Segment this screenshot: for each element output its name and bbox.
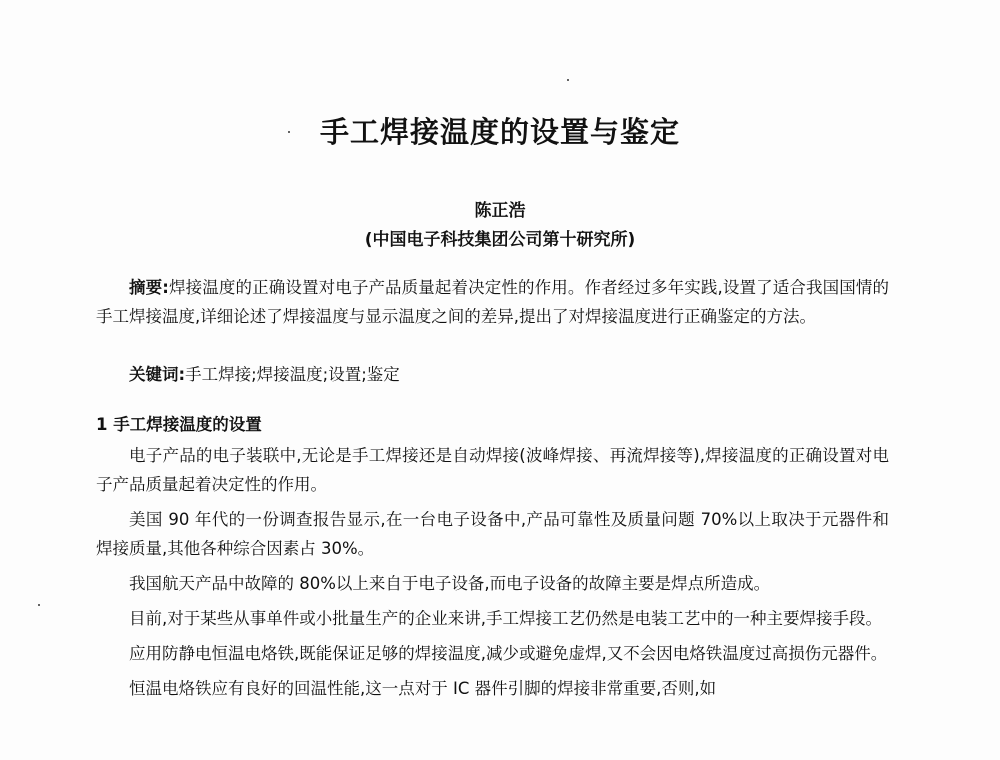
scan-speck xyxy=(38,604,40,606)
page-title: 手工焊接温度的设置与鉴定 xyxy=(319,115,680,149)
author-name: 陈正浩 xyxy=(474,201,526,221)
paragraph: 恒温电烙铁应有良好的回温性能,这一点对于 IC 器件引脚的焊接非常重要,否则,如 xyxy=(129,679,717,698)
paragraph: 目前,对于某些从事单件或小批量生产的企业来讲,手工焊接工艺仍然是电装工艺中的一种主要焊接手段。 xyxy=(129,609,882,628)
scan-speck xyxy=(567,79,569,81)
keywords-text: 手工焊接;焊接温度;设置;鉴定 xyxy=(185,365,400,384)
keywords xyxy=(96,360,889,389)
section-heading: 1 手工焊接温度的设置 xyxy=(96,415,262,434)
abstract-label: 摘要: xyxy=(129,278,169,297)
abstract xyxy=(96,273,889,331)
section-body xyxy=(96,441,889,709)
author-affiliation: (中国电子科技集团公司第十研究所) xyxy=(364,230,636,250)
paragraph: 我国航天产品中故障的 80%以上来自于电子设备,而电子设备的故障主要是焊点所造成。 xyxy=(129,574,771,593)
paragraph: 应用防静电恒温电烙铁,既能保证足够的焊接温度,减少或避免虚焊,又不会因电烙铁温度过高损伤元器件。 xyxy=(129,644,888,663)
keywords-label: 关键词: xyxy=(129,365,186,384)
paragraph: 电子产品的电子装联中,无论是手工焊接还是自动焊接(波峰焊接、再流焊接等),焊接温度的正确设置对电子产品质量起着决定性的作用。 xyxy=(96,446,889,494)
paragraph: 美国 90 年代的一份调查报告显示,在一台电子设备中,产品可靠性及质量问题 70%以上取决于元器件和焊接质量,其他各种综合因素占 30%。 xyxy=(96,510,889,558)
abstract-text: 焊接温度的正确设置对电子产品质量起着决定性的作用。作者经过多年实践,设置了适合我国国情的手工焊接温度,详细论述了焊接温度与显示温度之间的差异,提出了对焊接温度进行正确鉴定的方法。 xyxy=(96,278,889,326)
